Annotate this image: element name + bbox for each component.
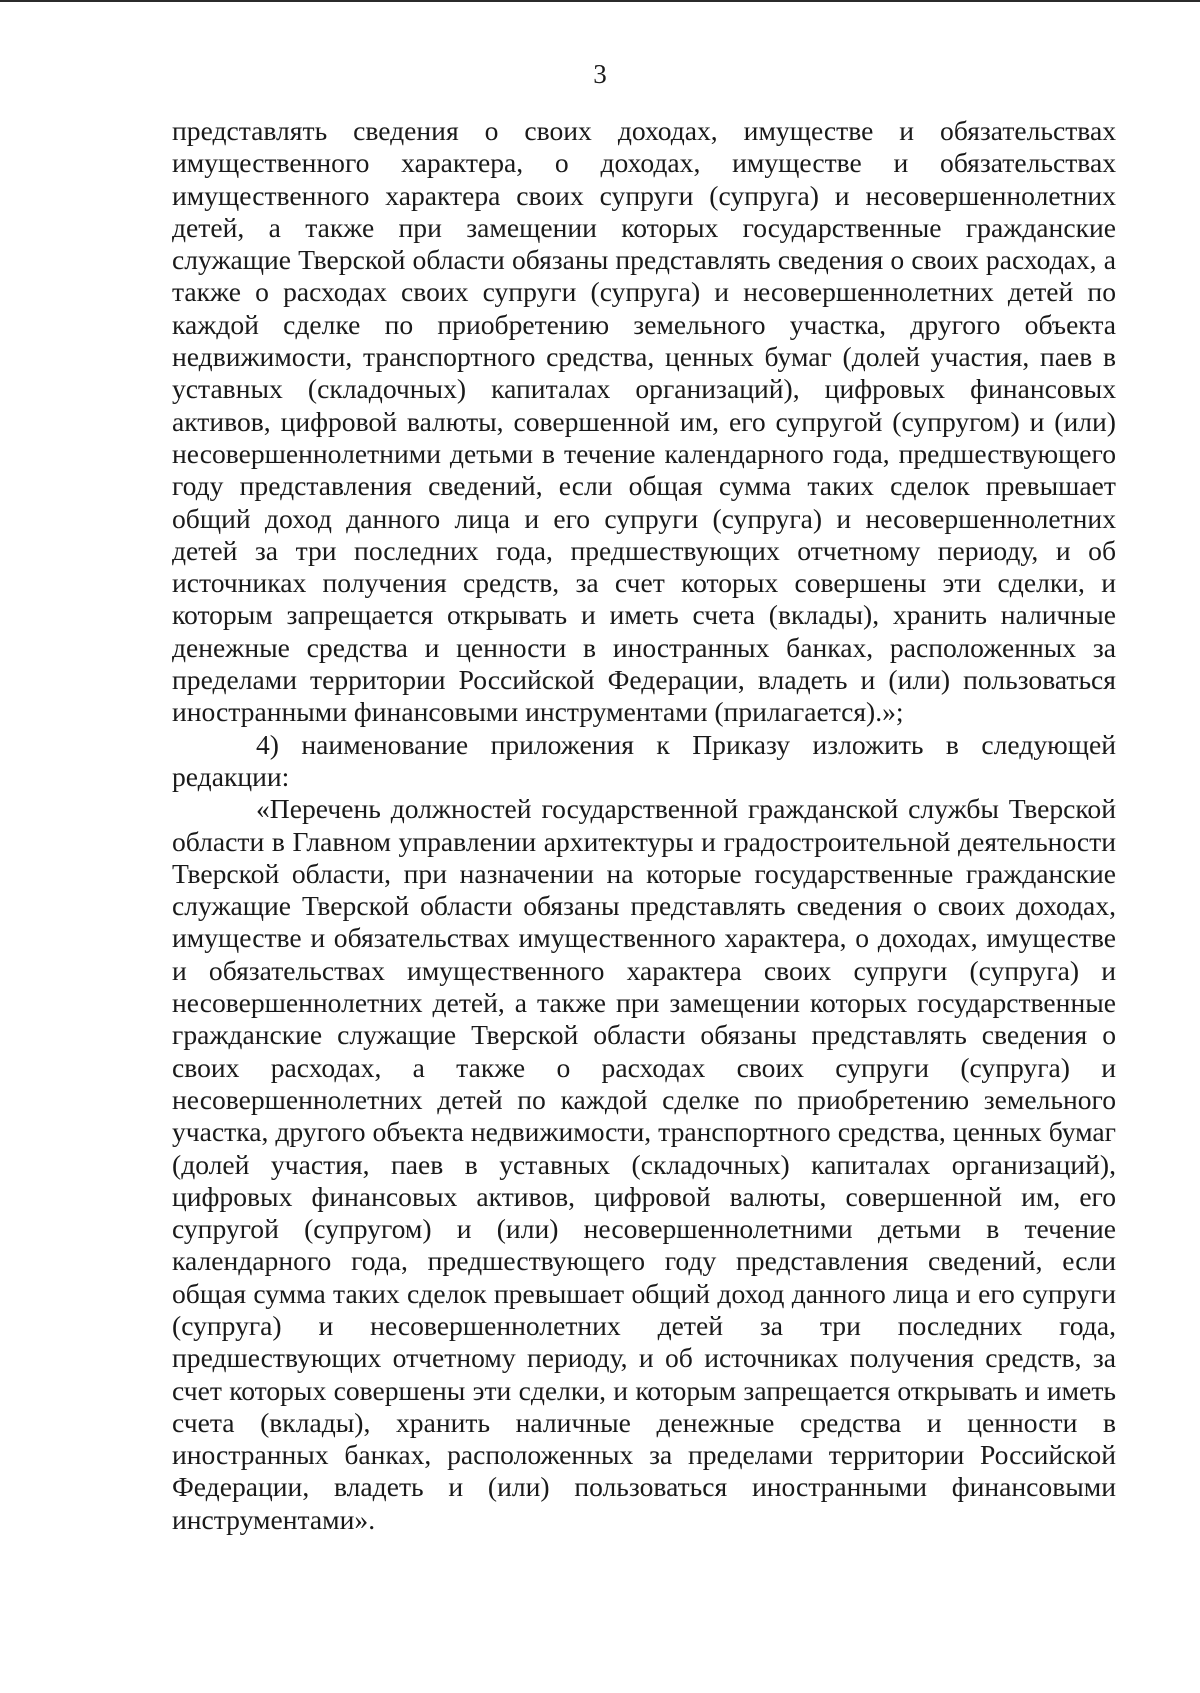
paragraph-quoted-title: «Перечень должностей государственной гражданской службы Тверской области в Главном управлении архитектуры и градостроительной деятельности Тверской области, при назначении на которые государственные гражданские служащие Тверской области обязаны представлять сведения о своих доходах, имуществе и обязательствах имущественного характера, о доходах, имуществе и обязательствах имущественного характера своих супруги (супруга) и несовершеннолетних детей, а также при замещении которых государственные гражданские служащие Тверской области обязаны представлять сведения о своих расходах, а также о расходах своих супруги (супруга) и несовершеннолетних детей по каждой сделке по приобретению земельного участка, другого объекта недвижимости, транспортного средства, ценных бумаг (долей участия, паев в уставных (складочных) капиталах организаций), цифровых финансовых активов, цифровой валюты, совершенной им, его супругой (супругом) и (или) несовершеннолетними детьми в течение календарного года, предшествующего году представления сведений, если общая сумма таких сделок превышает общий доход данного лица и его супруги (супруга) и несовершеннолетних детей за три последних года, предшествующих отчетному периоду, и об источниках получения средств, за счет которых совершены эти сделки, и которым запрещается открывать и иметь счета (вклады), хранить наличные денежные средства и ценности в иностранных банках, расположенных за пределами территории Российской Федерации, владеть и (или) пользоваться иностранными финансовыми инструментами». [172,793,1116,1535]
document-body [172,115,1116,1536]
paragraph-item-4: 4) наименование приложения к Приказу изложить в следующей редакции: [172,728,1116,792]
page-number: 3 [593,59,607,89]
paragraph-continuation: представлять сведения о своих доходах, имуществе и обязательствах имущественного характера, о доходах, имуществе и обязательствах имущественного характера своих супруги (супруга) и несовершеннолетних детей, а также при замещении которых государственные гражданские служащие Тверской области обязаны представлять сведения о своих расходах, а также о расходах своих супруги (супруга) и несовершеннолетних детей по каждой сделке по приобретению земельного участка, другого объекта недвижимости, транспортного средства, ценных бумаг (долей участия, паев в уставных (складочных) капиталах организаций), цифровых финансовых активов, цифровой валюты, совершенной им, его супругой (супругом) и (или) несовершеннолетними детьми в течение календарного года, предшествующего году представления сведений, если общая сумма таких сделок превышает общий доход данного лица и его супруги (супруга) и несовершеннолетних детей за три последних года, предшествующих отчетному периоду, и об источниках получения средств, за счет которых совершены эти сделки, и которым запрещается открывать и иметь счета (вклады), хранить наличные денежные средства и ценности в иностранных банках, расположенных за пределами территории Российской Федерации, владеть и (или) пользоваться иностранными финансовыми инструментами (прилагается).»; [172,115,1116,728]
